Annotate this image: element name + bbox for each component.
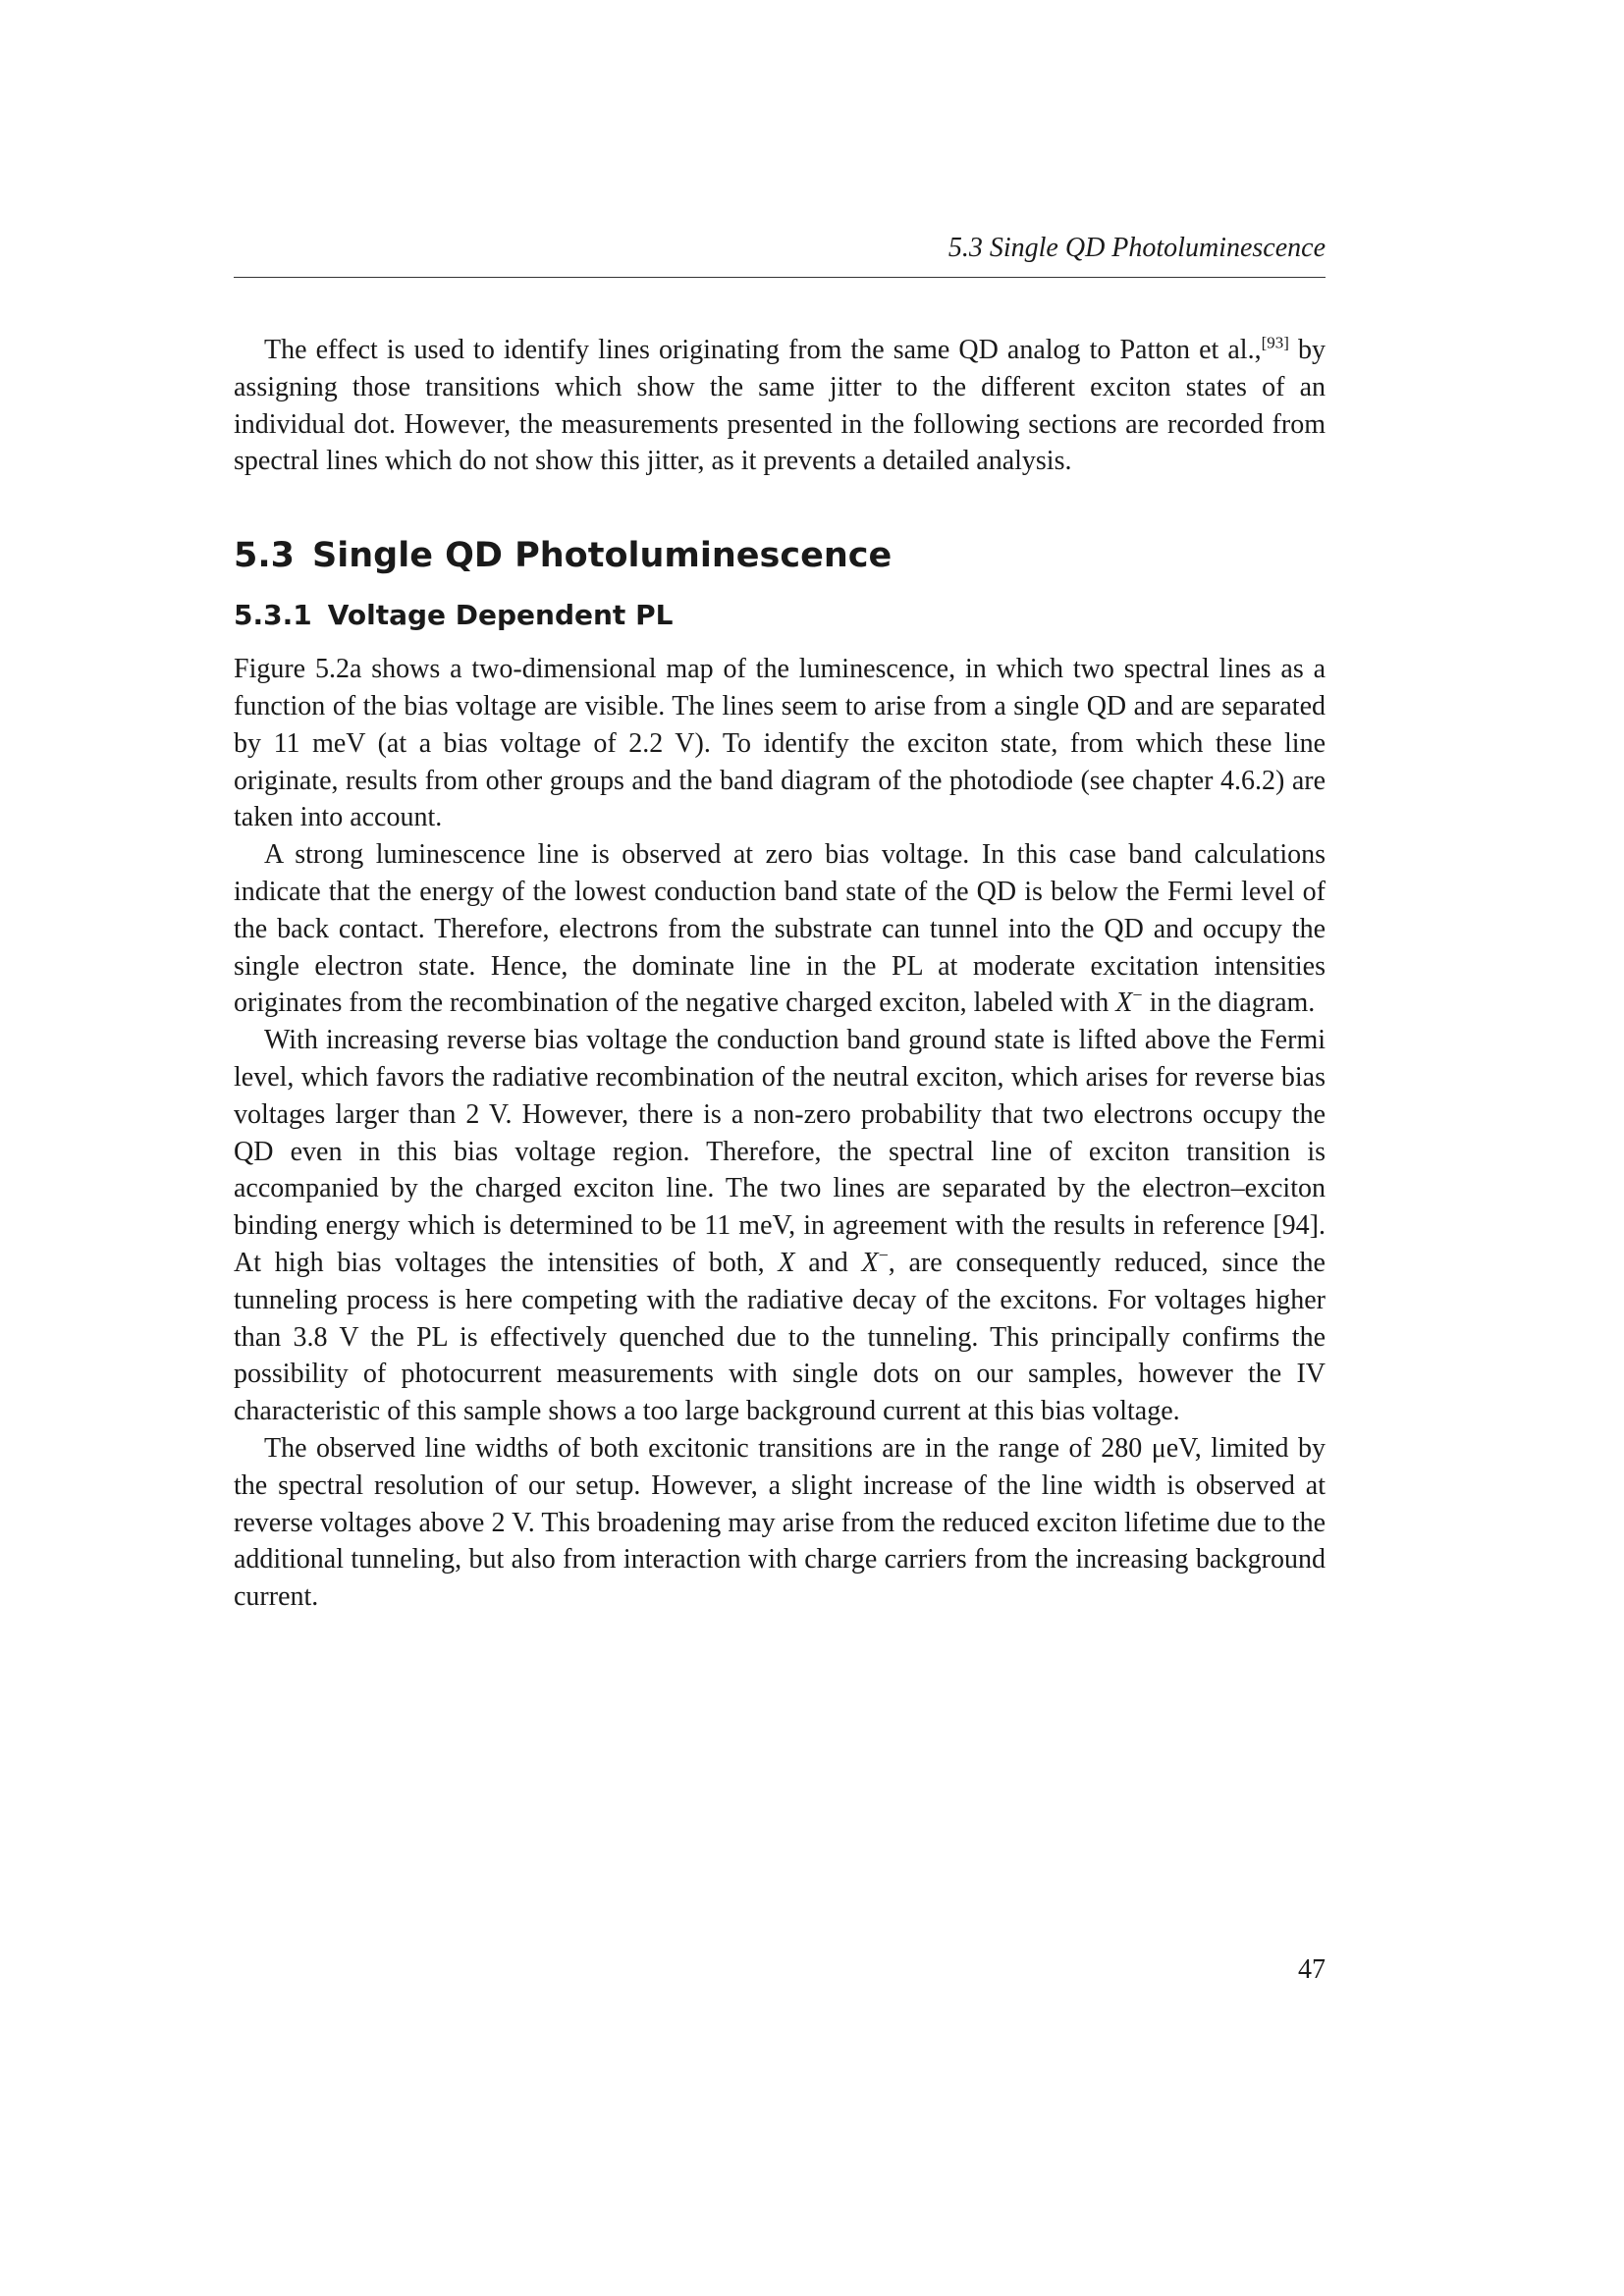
- intro-text-after-ref: by assigning those transitions which show the same jitter to the different exciton states of an individual dot. However, the measurements presented in the following sections are recorded from spectral lines which do not show this jitter, as it prevents a detailed analysis.: [234, 335, 1326, 477]
- body-paragraph-4: The observed line widths of both excitonic transitions are in the range of 280 μeV, limited by the spectral resolution of our setup. However, a slight increase of the line width is observed at reverse voltages above 2 V. This broadening may arise from the reduced exciton lifetime due to the additional tunneling, but also from interaction with charge carriers from the increasing background current.: [234, 1432, 1326, 1613]
- x-symbol: X: [778, 1247, 795, 1278]
- section-title: Single QD Photoluminescence: [312, 536, 893, 576]
- running-header-title: 5.3 Single QD Photoluminescence: [947, 233, 1326, 263]
- page-content: [234, 332, 1326, 1616]
- body-paragraph-1: Figure 5.2a shows a two-dimensional map of the luminescence, in which two spectral lines as a function of the bias voltage are visible. The lines seem to arise from a single QD and are separated by 11 meV (at a bias voltage of 2.2 V). To identify the exciton state, from which these line originate, results from other groups and the band diagram of the photodiode (see chapter 4.6.2) are taken into account.: [234, 654, 1326, 833]
- p3-and: and: [794, 1247, 862, 1278]
- intro-paragraph: [234, 332, 1326, 480]
- citation-ref-93: [93]: [1261, 333, 1289, 352]
- section-number: 5.3: [234, 536, 296, 576]
- x-minus-symbol: X−: [1115, 986, 1143, 1019]
- body-paragraph-2: [234, 836, 1326, 1022]
- subsection-title: Voltage Dependent PL: [327, 599, 674, 632]
- p3-text-part2: , are consequently reduced, since the tunneling process is here competing with the radiative decay of the excitons. For voltages higher than 3.8 V the PL is effectively quenched due to the tunneling. This principally confirms the possibility of photocurrent measurements with single dots on our samples, however the IV characteristic of this sample shows a too large background current at this bias voltage.: [234, 1247, 1326, 1427]
- body-paragraph-3: [234, 1022, 1326, 1430]
- p2-end-text: in the diagram.: [1142, 988, 1316, 1019]
- running-header: [234, 232, 1326, 278]
- subsection-number: 5.3.1: [234, 599, 312, 632]
- x-minus-symbol-2: X−: [861, 1245, 889, 1278]
- intro-text-before-ref: The effect is used to identify lines originating from the same QD analog to Patton et al.,: [264, 335, 1262, 365]
- page-number: 47: [1298, 1954, 1326, 1985]
- subsection-heading: [234, 598, 1326, 633]
- section-heading: [234, 535, 1326, 576]
- p2-main-text: A strong luminescence line is observed at zero bias voltage. In this case band calculations indicate that the energy of the lowest conduction band state of the QD is below the Fermi level of the back contact. Therefore, electrons from the substrate can tunnel into the QD and occupy the single electron state. Hence, the dominate line in the PL at moderate excitation intensities originates from the recombination of the negative charged exciton, labeled with: [234, 839, 1326, 1019]
- p3-text-part1: With increasing reverse bias voltage the conduction band ground state is lifted above the Fermi level, which favors the radiative recombination of the neutral exciton, which arises for reverse bias voltages larger than 2 V. However, there is a non-zero probability that two electrons occupy the QD even in this bias voltage region. Therefore, the spectral line of exciton transition is accompanied by the charged exciton line. The two lines are separated by the electron–exciton binding energy which is determined to be 11 meV, in agreement with the results in reference [94]. At high bias voltages the intensities of both,: [234, 1025, 1326, 1278]
